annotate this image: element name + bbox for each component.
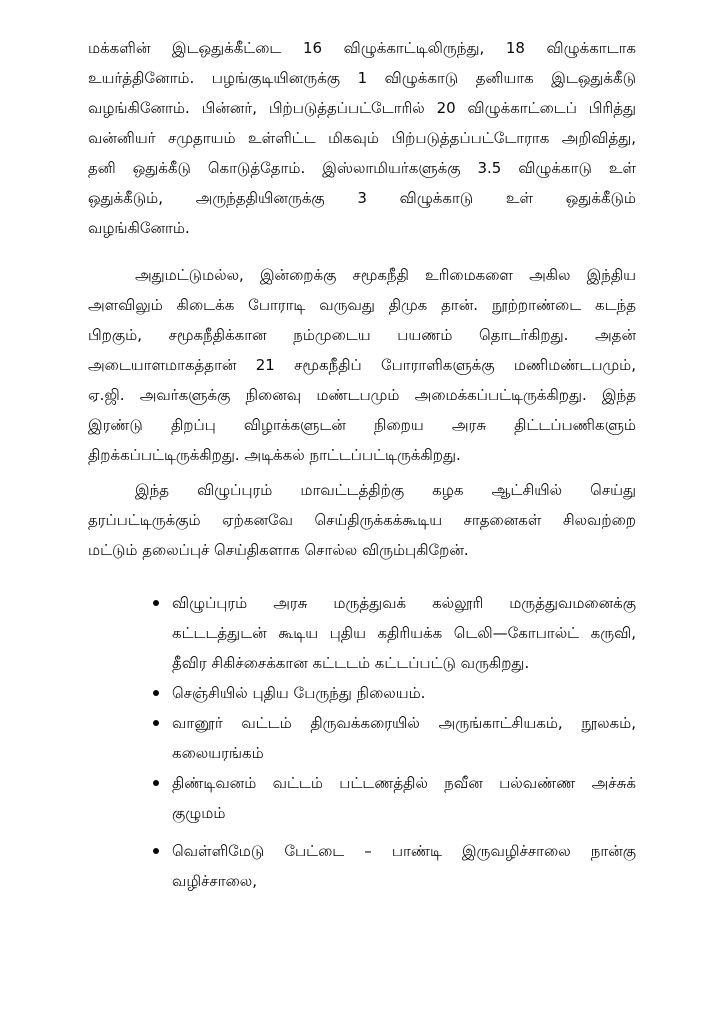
paragraph-line: ஒதுக்கீடும், அருந்ததியினருக்கு 3 விழுக்காடு உள் ஒதுக்கீடும் (88, 189, 636, 207)
paragraph-line: இந்த விழுப்புரம் மாவட்டத்திற்கு கழக ஆட்சியில் செய்து (135, 481, 636, 499)
bullet-dot-icon (153, 848, 159, 854)
bullet-line: கலையரங்கம் (172, 744, 264, 762)
bullet-item (172, 588, 636, 678)
paragraph-line: மக்களின் இடஒதுக்கீட்டை 16 விழுக்காட்டிலிருந்து, 18 விழுக்காடாக (88, 39, 636, 57)
paragraph-line: பிறகும், சமூகநீதிக்கான நம்முடைய பயணம் தொடர்கிறது. அதன் (88, 326, 636, 344)
paragraph-line: வன்னியர் சமுதாயம் உள்ளிட்ட மிகவும் பிற்படுத்தப்பட்டோராக அறிவித்து, (88, 129, 636, 147)
paragraph-line: அடையாளமாகத்தான் 21 சமூகநீதிப் போராளிகளுக்கு மணிமண்டபமும், (88, 356, 636, 374)
paragraph-line: வழங்கினோம். (88, 219, 190, 237)
bullet-item (172, 836, 636, 896)
bullet-dot-icon (153, 600, 159, 606)
paragraph-line: இரண்டு திறப்பு விழாக்களுடன் நிறைய அரசு திட்டப்பணிகளும் (88, 416, 636, 434)
bullet-line: குழுமம் (172, 804, 226, 822)
bullet-line: வெள்ளிமேடு பேட்டை – பாண்டி இருவழிச்சாலை நான்கு (172, 842, 636, 860)
bullet-line: தீவிர சிகிச்சைக்கான கட்டடம் கட்டப்பட்டு வருகிறது. (172, 654, 530, 672)
bullet-dot-icon (153, 720, 159, 726)
paragraph-3 (88, 475, 636, 565)
bullet-dot-icon (153, 780, 159, 786)
paragraph-line: மட்டும் தலைப்புச் செய்திகளாக சொல்ல விரும்புகிறேன். (88, 541, 469, 559)
bullet-item (172, 678, 636, 708)
paragraph-line: ஏ.ஜி. அவர்களுக்கு நினைவு மண்டபமும் அமைக்கப்பட்டிருக்கிறது. இந்த (88, 386, 636, 404)
paragraph-1 (88, 33, 636, 243)
paragraph-2 (88, 260, 636, 470)
bullet-line: விழுப்புரம் அரசு மருத்துவக் கல்லூரி மருத்துவமனைக்கு (172, 594, 636, 612)
paragraph-line: அதுமட்டுமல்ல, இன்றைக்கு சமூகநீதி உரிமைகளை அகில இந்திய (135, 266, 636, 284)
bullet-item (172, 768, 636, 828)
paragraph-line: திறக்கப்பட்டிருக்கிறது. அடிக்கல் நாட்டப்பட்டிருக்கிறது. (88, 446, 461, 464)
bullet-line: வழிச்சாலை, (172, 872, 257, 890)
bullet-line: கட்டடத்துடன் கூடிய புதிய கதிரியக்க டெலி—கோபால்ட் கருவி, (172, 624, 636, 642)
paragraph-line: தரப்பட்டிருக்கும் ஏற்கனவே செய்திருக்கக்கூடிய சாதனைகள் சிலவற்றை (88, 511, 636, 529)
paragraph-line: தனி ஒதுக்கீடு கொடுத்தோம். இஸ்லாமியர்களுக்கு 3.5 விழுக்காடு உள் (88, 159, 636, 177)
bullet-line: திண்டிவனம் வட்டம் பட்டணத்தில் நவீன பல்வண்ண அச்சுக் (172, 774, 636, 792)
bullet-line: செஞ்சியில் புதிய பேருந்து நிலையம். (172, 684, 426, 702)
paragraph-line: அளவிலும் கிடைக்க போராடி வருவது திமுக தான். நூற்றாண்டை கடந்த (88, 296, 636, 314)
bullet-item (172, 708, 636, 768)
paragraph-line: வழங்கினோம். பின்னர், பிற்படுத்தப்பட்டோரில் 20 விழுக்காட்டைப் பிரித்து (88, 99, 636, 117)
bullet-list (88, 588, 636, 896)
bullet-dot-icon (153, 690, 159, 696)
bullet-line: வானூர் வட்டம் திருவக்கரையில் அருங்காட்சியகம், நூலகம், (172, 714, 636, 732)
paragraph-line: உயர்த்தினோம். பழங்குடியினருக்கு 1 விழுக்காடு தனியாக இடஒதுக்கீடு (88, 69, 636, 87)
